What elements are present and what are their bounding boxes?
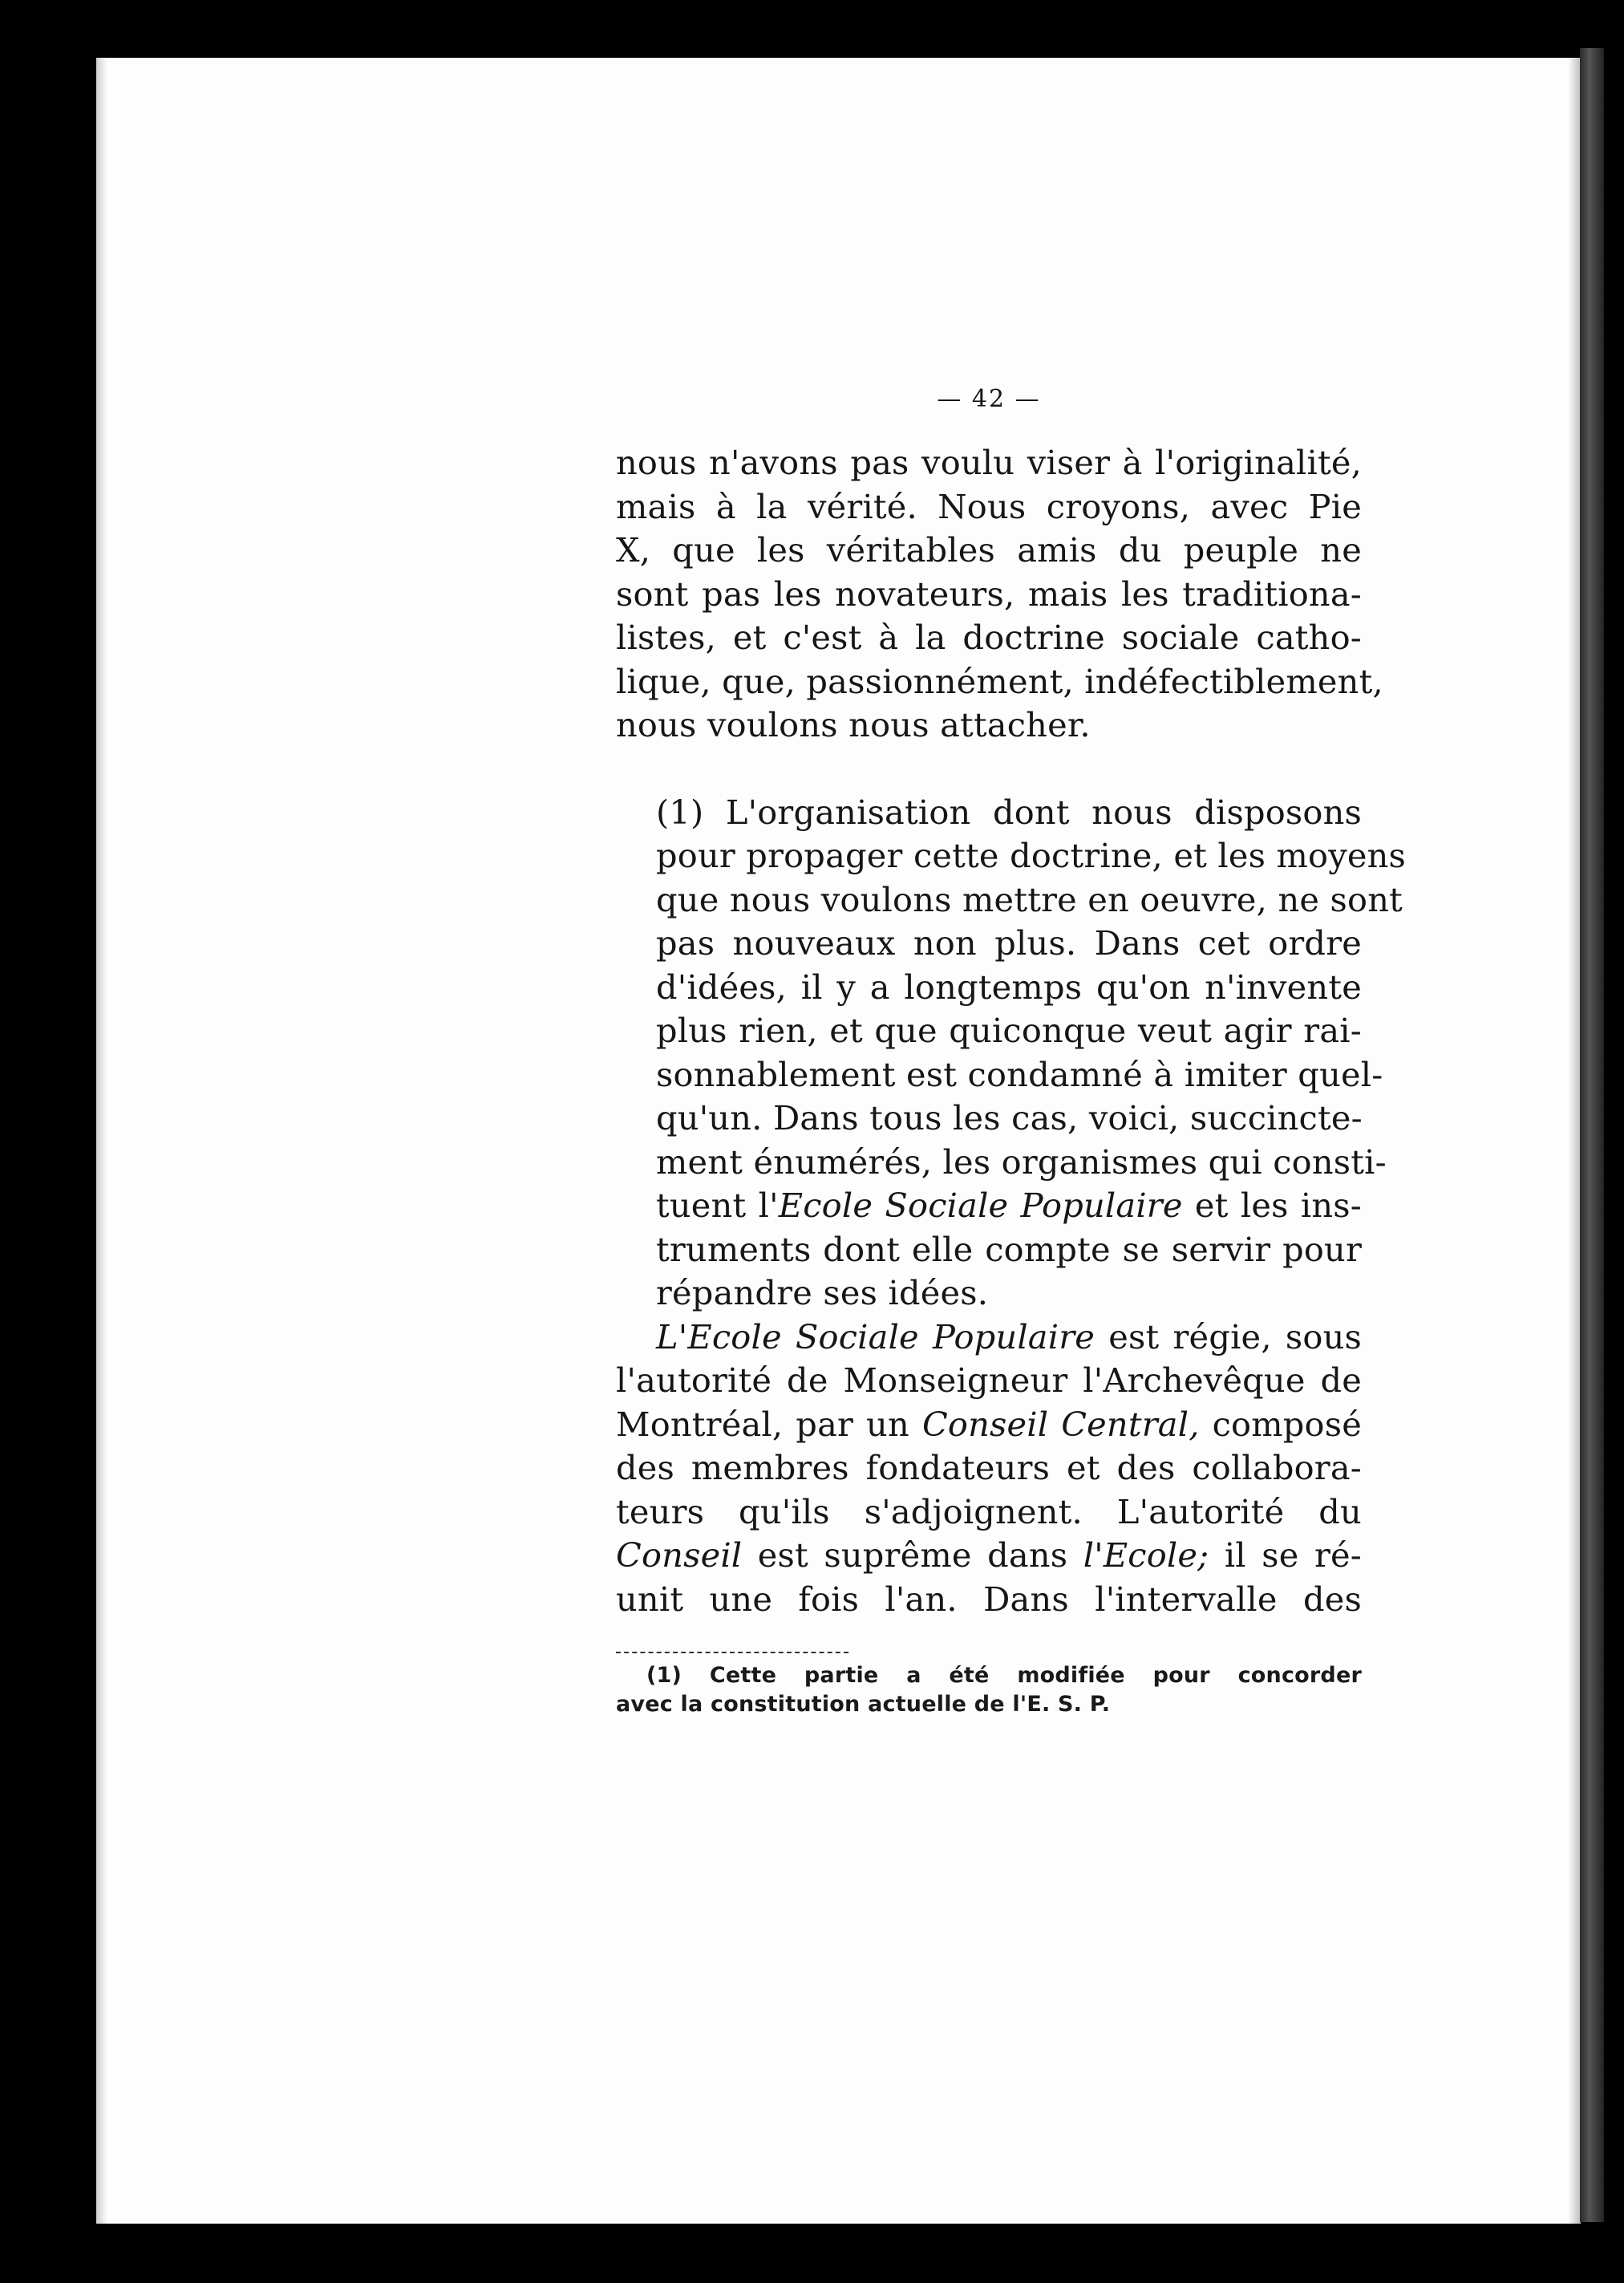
text-line: lique, que, passionnément, indéfectiblement, (616, 661, 1383, 701)
ecole-term: l'Ecole; (1083, 1535, 1209, 1575)
text-line (616, 1316, 1362, 1360)
text-fragment: il se ré- (1209, 1535, 1362, 1575)
text-line: pour propager cette doctrine, et les moyens (656, 836, 1407, 875)
text-line (616, 1403, 1362, 1447)
text-line: ment énumérés, les organismes qui consti- (656, 1142, 1387, 1182)
footnote-line: avec la constitution actuelle de l'E. S. P. (616, 1692, 1111, 1717)
paragraph-organisation (616, 791, 1407, 1316)
text-fragment: et les ins- (1182, 1186, 1362, 1225)
footnote (616, 1661, 1362, 1719)
book-spine-edge (1580, 48, 1604, 2222)
text-line: pas nouveaux non plus. Dans cet ordre (656, 923, 1362, 963)
text-line: plus rien, et que quiconque veut agir rai- (656, 1011, 1362, 1050)
text-line (616, 1184, 1362, 1228)
text-line: répandre ses idées. (656, 1273, 989, 1312)
text-line: listes, et c'est à la doctrine sociale catho- (616, 618, 1362, 657)
text-fragment: est régie, sous (1095, 1316, 1362, 1356)
text-line: nous n'avons pas voulu viser à l'originalité, (616, 443, 1362, 482)
page-text-block (616, 383, 1407, 1719)
text-fragment: composé (1199, 1404, 1362, 1444)
page-left-shadow (96, 58, 107, 2224)
text-line: sont pas les novateurs, mais les traditiona- (616, 574, 1362, 614)
conseil-term: Conseil (616, 1535, 743, 1575)
text-line: unit une fois l'an. Dans l'intervalle des (616, 1579, 1362, 1619)
text-line: des membres fondateurs et des collabora- (616, 1448, 1362, 1487)
text-line: mais à la vérité. Nous croyons, avec Pie (616, 486, 1362, 526)
text-line: l'autorité de Monseigneur l'Archevêque de (616, 1360, 1362, 1400)
text-line: teurs qu'ils s'adjoignent. L'autorité du (616, 1491, 1362, 1531)
text-line: X, que les véritables amis du peuple ne (616, 530, 1362, 570)
page-number: — 42 — (937, 385, 1041, 413)
page-right-shadow (1568, 58, 1581, 2224)
text-line: (1) L'organisation dont nous disposons (656, 792, 1362, 832)
paragraph-intro (616, 441, 1383, 748)
text-line: nous voulons nous attacher. (616, 705, 1091, 744)
text-line: sonnablement est condamné à imiter quel- (656, 1054, 1383, 1094)
text-fragment: est suprême dans (742, 1535, 1083, 1575)
text-line: truments dont elle compte se servir pour (656, 1229, 1362, 1269)
text-line: que nous voulons mettre en oeuvre, ne sont (656, 879, 1403, 919)
text-fragment: Montréal, par un (616, 1404, 922, 1444)
text-line (616, 1534, 1362, 1578)
text-fragment: tuent l' (656, 1186, 779, 1225)
footnote-divider (616, 1652, 848, 1653)
text-line: d'idées, il y a longtemps qu'on n'invente (656, 967, 1362, 1007)
conseil-central-term: Conseil Central, (921, 1404, 1200, 1444)
ecole-sociale-populaire-title: Ecole Sociale Populaire (778, 1186, 1183, 1225)
text-line: qu'un. Dans tous les cas, voici, succincte- (656, 1098, 1363, 1137)
ecole-sociale-populaire-title: L'Ecole Sociale Populaire (656, 1316, 1095, 1356)
paragraph-ecole (616, 1316, 1362, 1622)
footnote-line: (1) Cette partie a été modifiée pour concorder (646, 1663, 1362, 1688)
